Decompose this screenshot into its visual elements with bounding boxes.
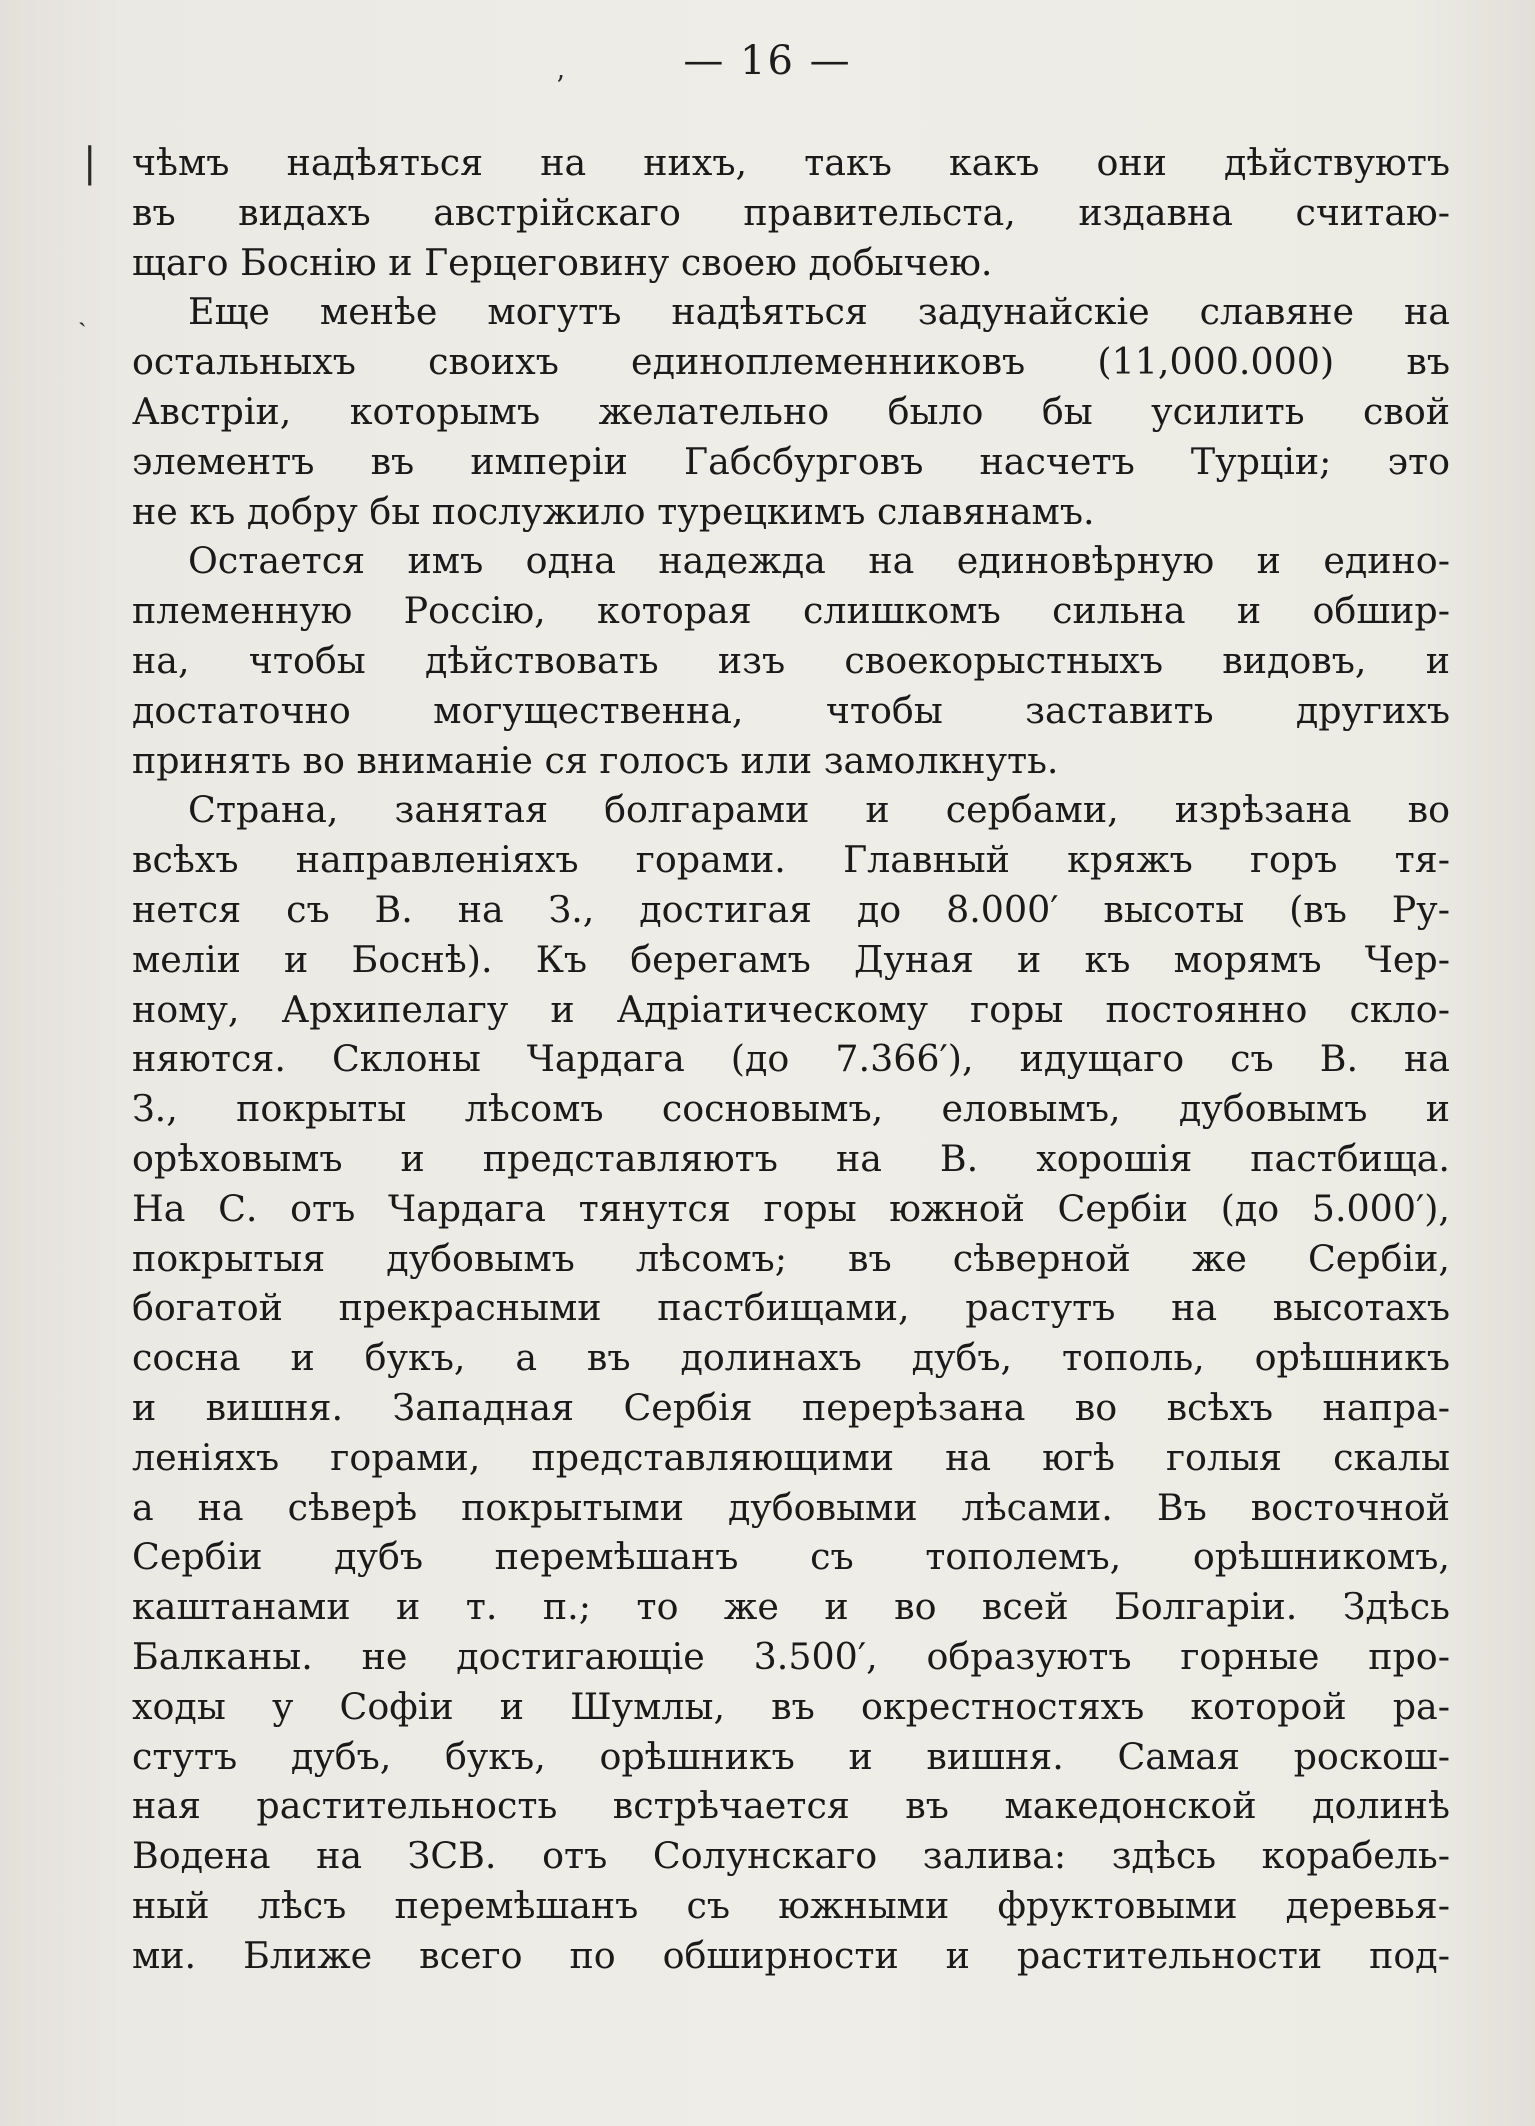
text-line: ми. Ближе всего по обширности и растительности под- [132,1933,1450,1977]
margin-mark: ˎ [78,298,87,328]
text-line: племенную Россію, которая слишкомъ сильна и обшир- [132,589,1450,633]
text-line: богатой прекрасными пастбищами, растутъ на высотахъ [132,1286,1450,1330]
text-line: ная растительность встрѣчается въ македонской долинѣ [132,1784,1450,1828]
text-line: ный лѣсъ перемѣшанъ съ южными фруктовыми деревья- [132,1883,1450,1927]
margin-mark: ʼ [555,70,564,103]
text-line: Остается имъ одна надежда на единовѣрную и едино- [188,539,1450,583]
text-line: чѣмъ надѣяться на нихъ, такъ какъ они дѣйствуютъ [132,141,1450,184]
text-line: Балканы. не достигающіе 3.500′, образуютъ горные про- [132,1634,1450,1678]
text-line: и вишня. Западная Сербія перерѣзана во всѣхъ напра- [132,1385,1450,1429]
margin-mark: | [83,140,97,186]
text-line: ному, Архипелагу и Адріатическому горы постоянно скло- [132,987,1450,1031]
text-line: На С. отъ Чардага тянутся горы южной Сербіи (до 5.000′), [132,1186,1450,1230]
text-line: Страна, занятая болгарами и сербами, изрѣзана во [188,788,1450,832]
text-line: няются. Склоны Чардага (до 7.366′), идущаго съ В. на [132,1037,1450,1081]
text-line: Водена на ЗСВ. отъ Солунскаго залива: здѣсь корабель- [132,1834,1450,1878]
text-line: леніяхъ горами, представляющими на югѣ голыя скалы [132,1435,1450,1479]
text-line: щаго Боснію и Герцеговину своею добычею. [132,240,993,284]
text-line: въ видахъ австрійскаго правительста, издавна считаю- [132,190,1450,234]
text-line: покрытыя дубовымъ лѣсомъ; въ сѣверной же Сербіи, [132,1236,1450,1280]
text-line: ходы у Софіи и Шумлы, въ окрестностяхъ которой ра- [132,1684,1450,1728]
text-line: сосна и букъ, а въ долинахъ дубъ, тополь, орѣшникъ [132,1336,1450,1380]
text-line: Еще менѣе могутъ надѣяться задунайскіе славяне на [188,290,1450,334]
page-number: — 16 — [683,38,852,84]
text-line: на, чтобы дѣйствовать изъ своекорыстныхъ видовъ, и [132,638,1450,682]
text-line: меліи и Боснѣ). Къ берегамъ Дуная и къ морямъ Чер- [132,937,1450,981]
text-line: а на сѣверѣ покрытыми дубовыми лѣсами. Въ восточной [132,1485,1450,1529]
text-line: достаточно могущественна, чтобы заставить другихъ [132,688,1450,732]
text-line: Австріи, которымъ желательно было бы усилить свой [132,389,1450,433]
text-line: всѣхъ направленіяхъ горами. Главный кряжъ горъ тя- [132,838,1450,882]
text-line: остальныхъ своихъ единоплеменниковъ (11,000.000) въ [132,340,1450,384]
text-line: нется съ В. на З., достигая до 8.000′ высоты (въ Ру- [132,887,1450,931]
text-line: элементъ въ имперіи Габсбурговъ насчетъ Турціи; это [132,439,1450,483]
text-line: стутъ дубъ, букъ, орѣшникъ и вишня. Самая роскош- [132,1734,1450,1778]
text-line: каштанами и т. п.; то же и во всей Болгаріи. Здѣсь [132,1585,1450,1629]
text-line: З., покрыты лѣсомъ сосновымъ, еловымъ, дубовымъ и [132,1087,1450,1131]
text-line: Сербіи дубъ перемѣшанъ съ тополемъ, орѣшникомъ, [132,1535,1450,1579]
text-line: не къ добру бы послужило турецкимъ славянамъ. [132,489,1095,533]
body-text [132,138,1450,1980]
text-line: орѣховымъ и представляютъ на В. хорошія пастбища. [132,1136,1450,1180]
text-line: принять во вниманіе ся голосъ или замолкнуть. [132,738,1059,782]
